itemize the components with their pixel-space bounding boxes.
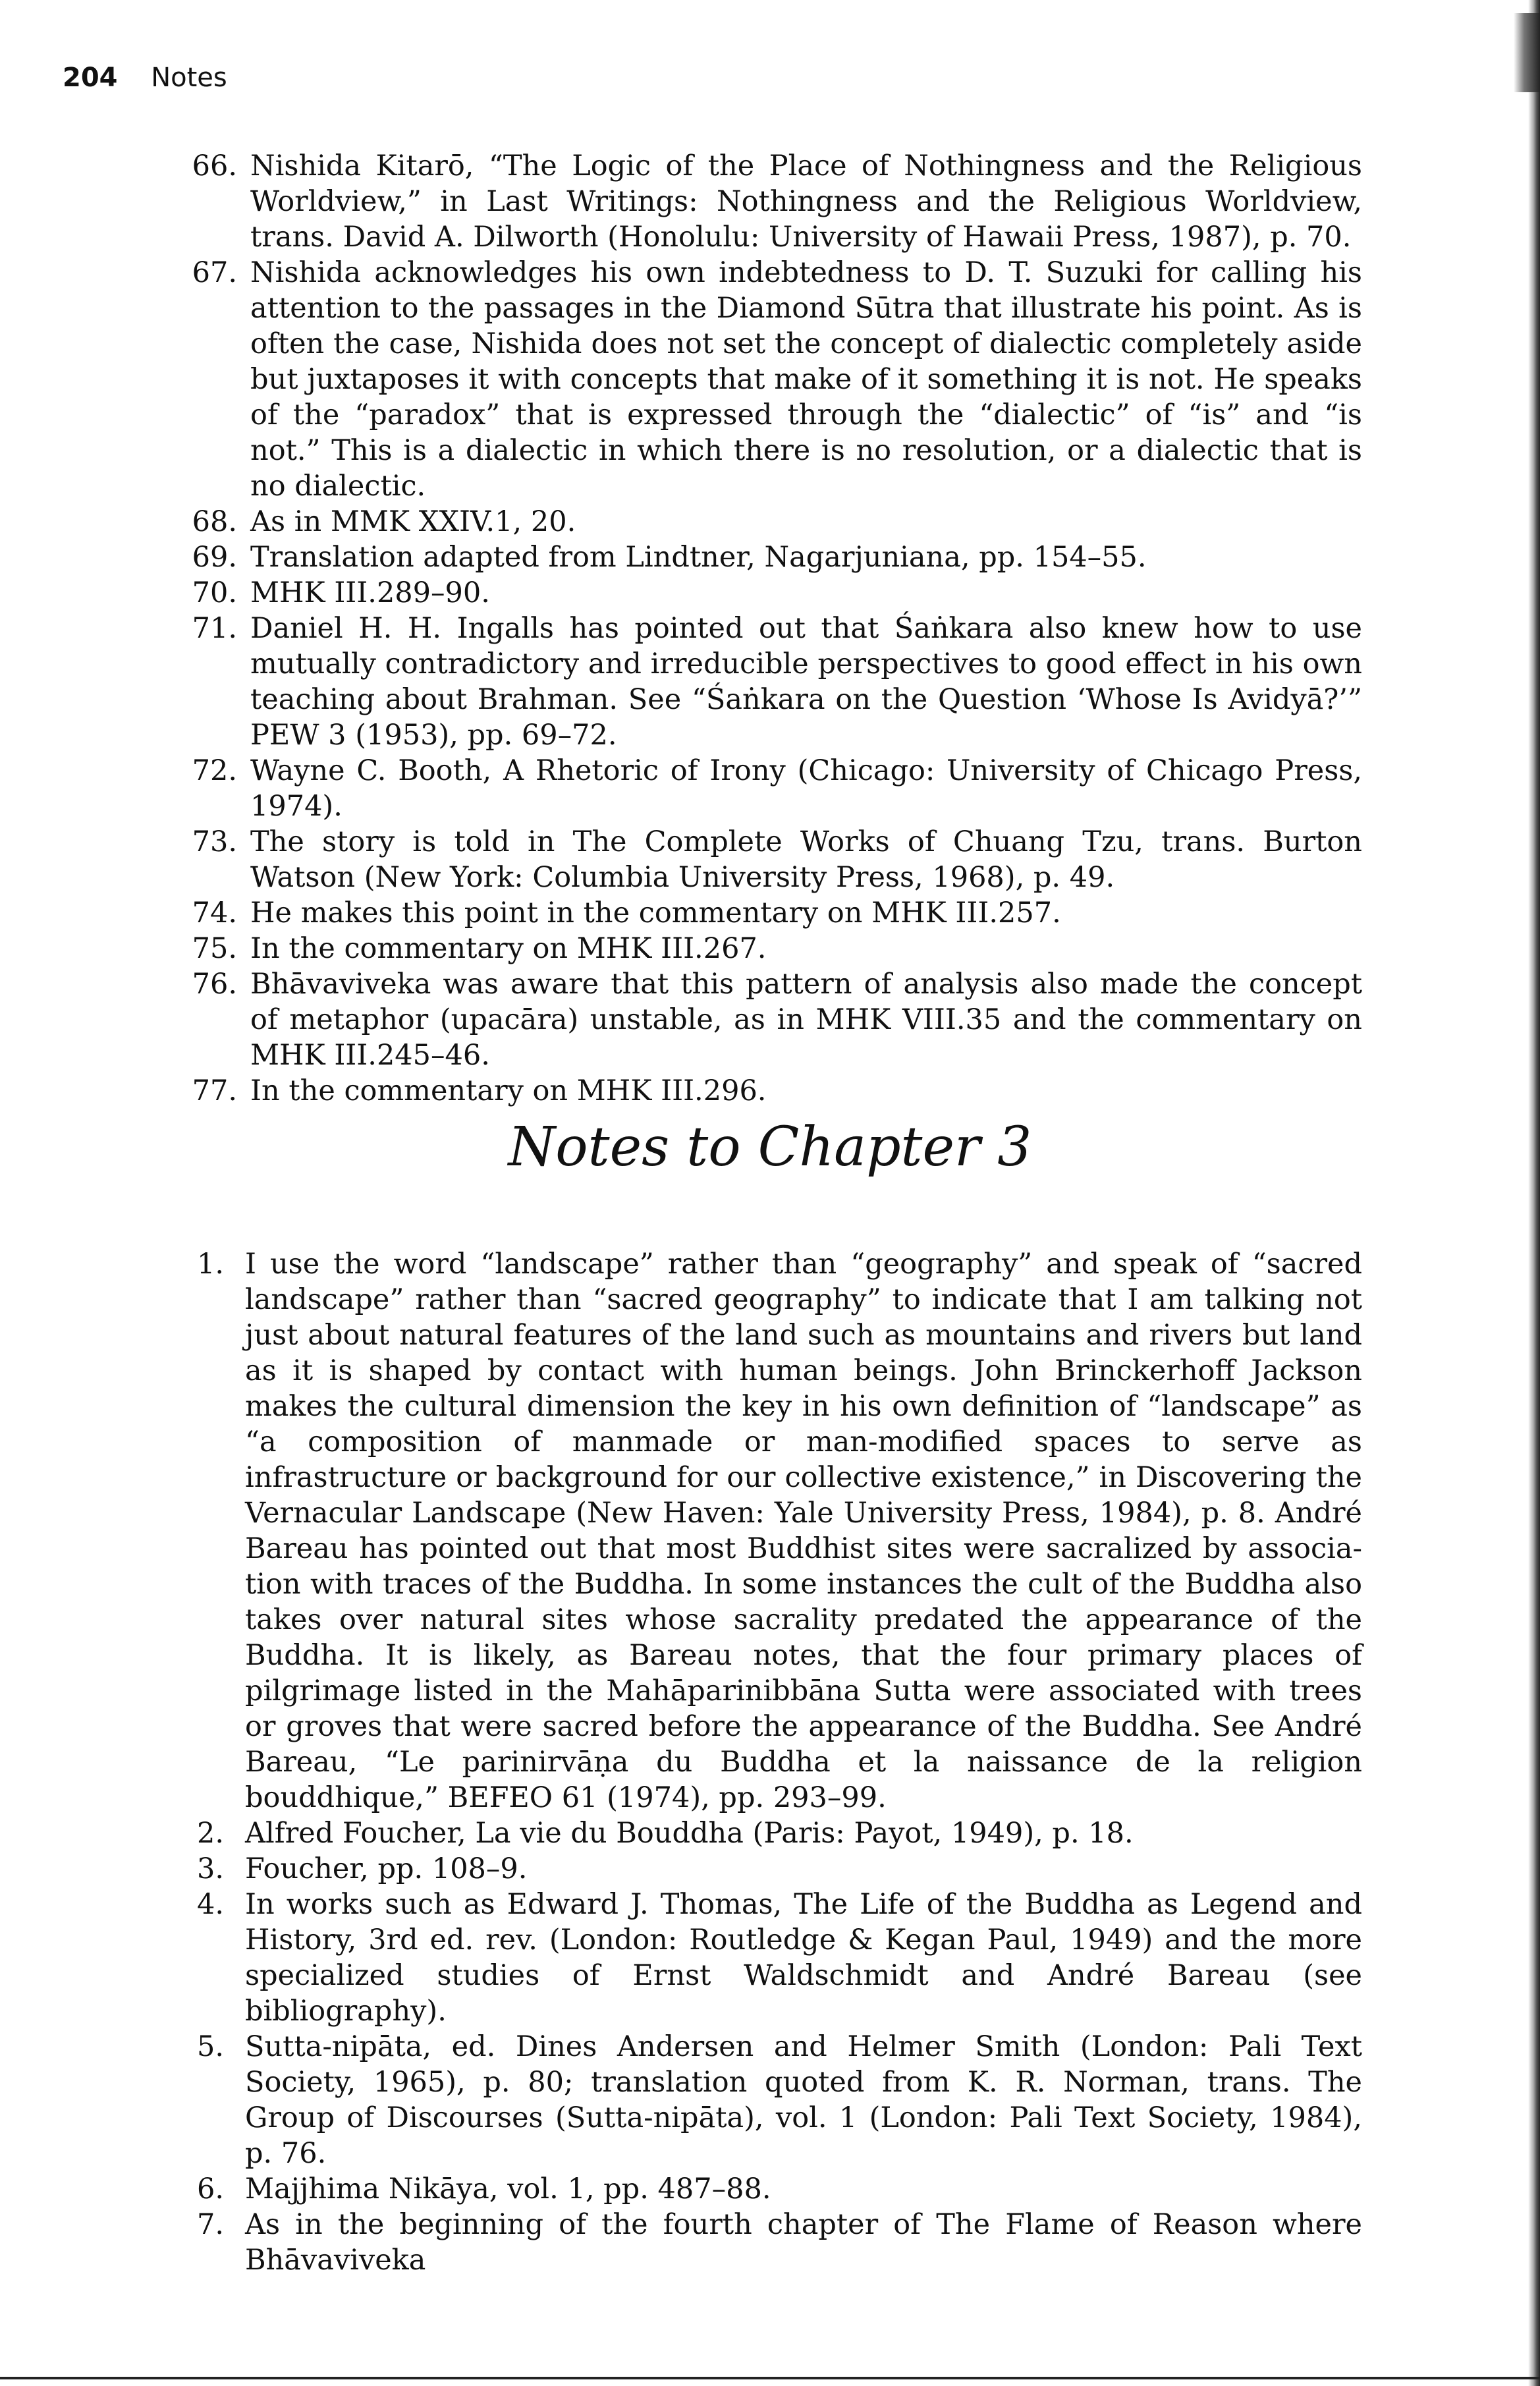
chapter-heading: Notes to Chapter 3 [508,1116,1032,1179]
note-number: 76. [192,968,237,1001]
note-number: 73. [192,825,237,858]
note-item [0,2171,1362,2207]
note-number: 66. [192,150,237,182]
note-item [0,2207,1362,2278]
note-text: Alfred Foucher, La vie du Bouddha (Paris: Payot, 1949), p. 18. [245,1817,1134,1850]
note-text: Sutta-nipāta, ed. Dines Andersen and Helmer Smith (London: Pali Text Society, 1965), p. 80; translation quoted from K. R. Norman, trans. The Group of Discourses (Sutta-nipāta), vol. 1 (London: Pali Text Society, 1984), p. 76. [245,2030,1362,2170]
note-text: He makes this point in the commentary on MHK III.257. [250,897,1061,929]
note-item [0,255,1362,504]
note-number: 71. [192,612,237,645]
note-text: Majjhima Nikāya, vol. 1, pp. 487–88. [245,2173,771,2206]
note-item [0,1816,1362,1851]
note-item [0,1851,1362,1887]
note-number: 5. [196,2030,224,2063]
note-number: 72. [192,754,237,787]
note-item [0,1887,1362,2029]
note-number: 2. [196,1817,224,1850]
running-title: Notes [151,63,227,93]
note-item [0,2029,1362,2171]
notes-list-chapter-3 [0,1246,1540,2278]
note-item [0,148,1362,255]
note-number: 67. [192,256,237,289]
note-item [0,824,1362,895]
note-text: Daniel H. H. Ingalls has pointed out that Śaṅkara also knew how to use mutually contradictory and irreducible perspectives to good effect in his own teaching about Brahman. See “Śaṅkara on the Question ‘Whose Is Avidyā?’” PEW 3 (1953), pp. 69–72. [250,612,1362,752]
note-item [0,966,1362,1073]
note-text: Nishida acknowledges his own indebtedness to D. T. Suzuki for calling his attention to the passages in the Diamond Sūtra that illustrate his point. As is often the case, Nishida does not set the concept of dialectic completely aside but juxtaposes it with concepts that make of it something it is not. He speaks of the “paradox” that is expressed through the “dialectic” of “is” and “is not.” This is a dialectic in which there is no resolution, or a dialectic that is no dialectic. [250,256,1362,503]
note-text: As in the beginning of the fourth chapter of The Flame of Reason where Bhāvaviveka [245,2208,1362,2277]
note-number: 74. [192,897,237,929]
note-number: 1. [196,1248,224,1281]
note-text: Nishida Kitarō, “The Logic of the Place of Nothingness and the Religious Worldview,” in Last Writings: Nothingness and the Religious Worldview, trans. David A. Dilworth (Honolulu: University of Hawaii Press, 1987), p. 70. [250,150,1362,254]
note-item [0,1246,1362,1816]
note-text: I use the word “landscape” rather than “geography” and speak of “sacred landscape” rather than “sacred geography” to indicate that I am talking not just about natural features of the land such as mountains and rivers but land as it is shaped by contact with human beings. John Brinckerhoff Jackson makes the cultural dimension the key in his own definition of “landscape” as “a composition of manmade or man-modified spaces to serve as infrastructure or background for our collective existence,” in Discovering the Vernacular Landscape (New Haven: Yale University Press, 1984), p. 8. André Bareau has pointed out that most Buddhist sites were sacralized by association with traces of the Buddha. In some instances the cult of the Buddha also takes over natural sites whose sacrality predated the appearance of the Buddha. It is likely, as Bareau notes, that the four primary places of pilgrimage listed in the Mahāparinibbāna Sutta were associated with trees or groves that were sacred before the appearance of the Buddha. See André Bareau, “Le parinirvāṇa du Buddha et la naissance de la religion bouddhique,” BEFEO 61 (1974), pp. 293–99. [245,1248,1362,1814]
page-number: 204 [63,63,118,93]
note-item [0,753,1362,824]
scan-bottom-edge [0,2377,1540,2379]
scan-edge-shadow [1528,0,1540,2386]
note-text: Translation adapted from Lindtner, Nagarjuniana, pp. 154–55. [250,541,1147,574]
note-text: The story is told in The Complete Works of Chuang Tzu, trans. Burton Watson (New York: Columbia University Press, 1968), p. 49. [250,825,1362,894]
note-text: In the commentary on MHK III.267. [250,932,767,965]
note-number: 77. [192,1074,237,1107]
note-item [0,1073,1362,1109]
note-item [0,931,1362,966]
note-item [0,575,1362,611]
notes-list-chapter-2 [0,148,1540,1109]
note-number: 3. [196,1852,224,1885]
note-number: 75. [192,932,237,965]
note-number: 68. [192,505,237,538]
note-number: 7. [196,2208,224,2241]
note-number: 70. [192,576,237,609]
note-item [0,540,1362,575]
note-text: In works such as Edward J. Thomas, The Life of the Buddha as Legend and History, 3rd ed. rev. (London: Routledge & Kegan Paul, 1949) and the more specialized studies of Ernst Waldschmidt and André Bareau (see bibliography). [245,1888,1362,2028]
note-number: 69. [192,541,237,574]
note-item [0,895,1362,931]
note-number: 4. [196,1888,224,1921]
note-text: Wayne C. Booth, A Rhetoric of Irony (Chicago: University of Chicago Press, 1974). [250,754,1362,823]
note-text: MHK III.289–90. [250,576,490,609]
note-number: 6. [196,2173,224,2206]
note-item [0,504,1362,540]
scan-corner-mark [1514,13,1540,92]
note-text: Bhāvaviveka was aware that this pattern of analysis also made the concept of metaphor (upacāra) unstable, as in MHK VIII.35 and the commentary on MHK III.245–46. [250,968,1362,1072]
note-text: Foucher, pp. 108–9. [245,1852,528,1885]
note-item [0,611,1362,753]
note-text: As in MMK XXIV.1, 20. [250,505,576,538]
running-head [63,63,227,93]
note-text: In the commentary on MHK III.296. [250,1074,767,1107]
